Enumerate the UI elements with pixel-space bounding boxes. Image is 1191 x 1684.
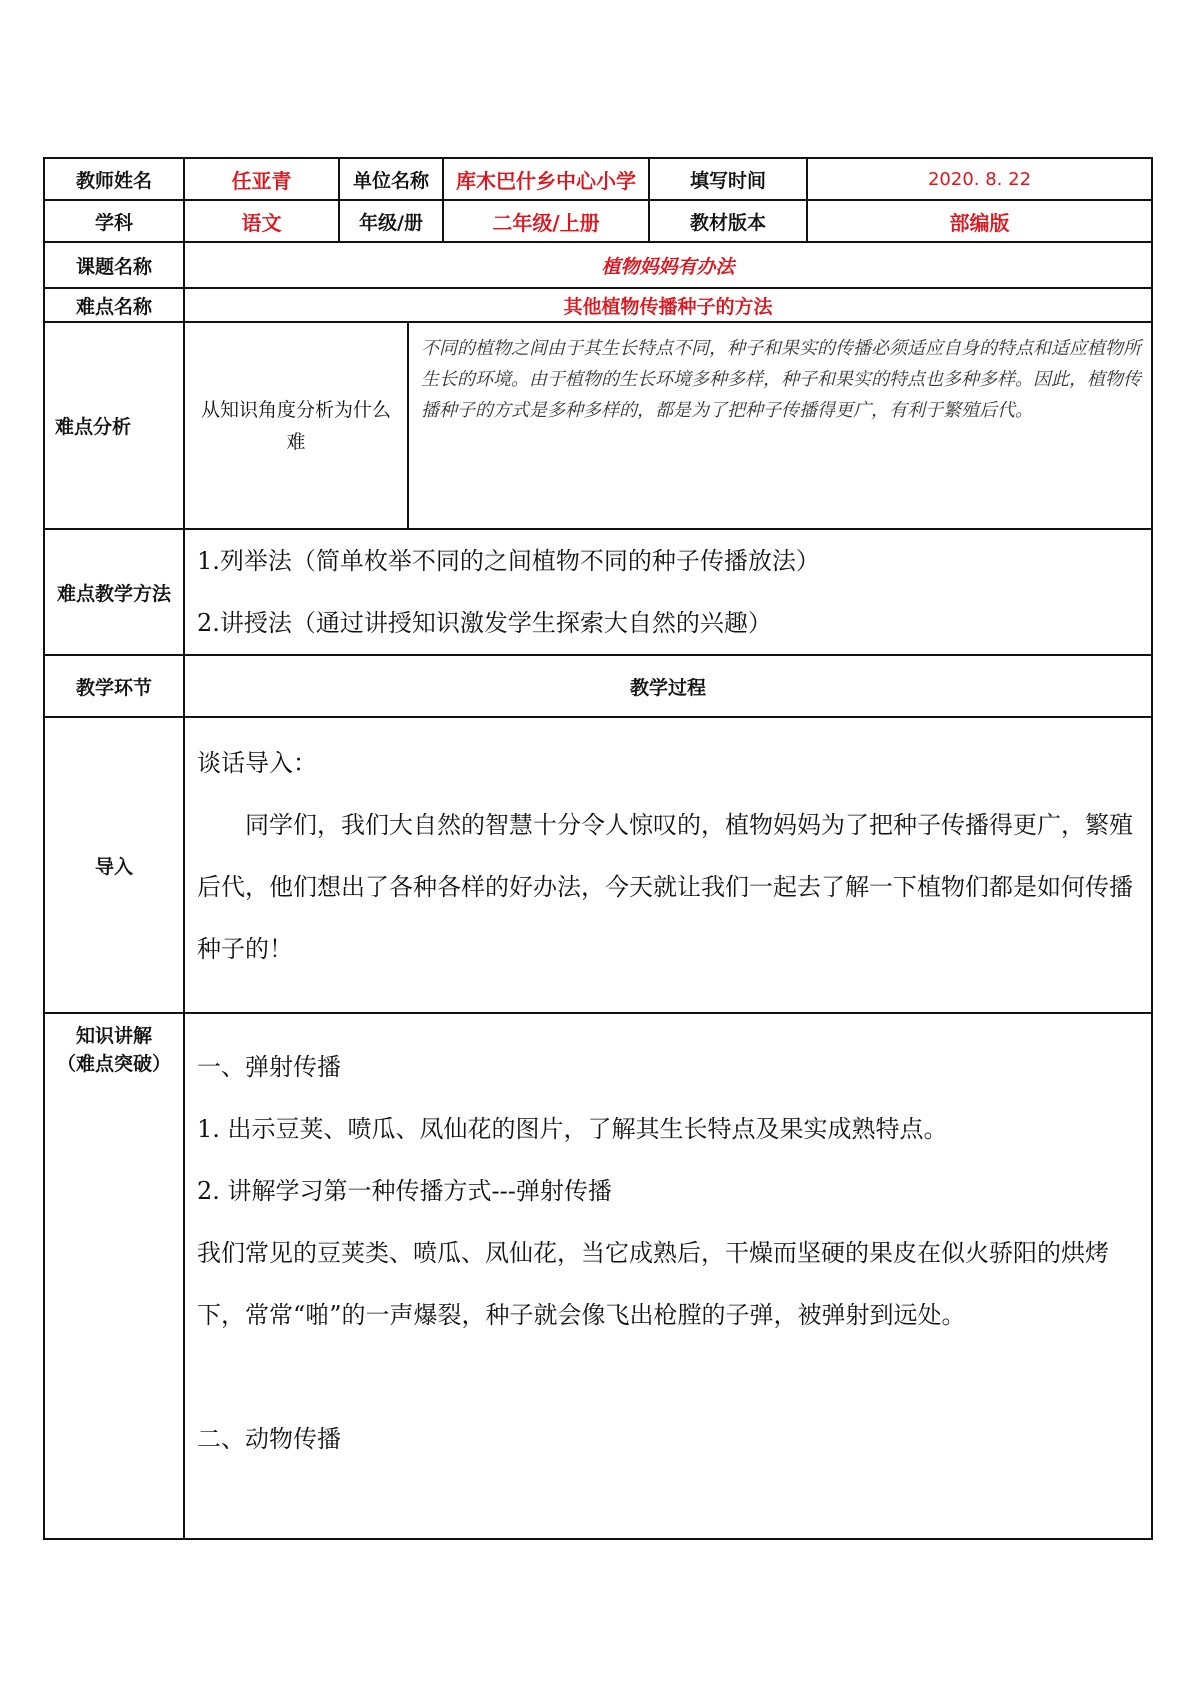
intro-label: 导入 xyxy=(44,717,184,1013)
analysis-text: 不同的植物之间由于其生长特点不同，种子和果实的传播必须适应自身的特点和适应植物所生长的环境。由于植物的生长环境多种多样，种子和果实的特点也多种多样。因此，植物传播种子的方式是多种多样的，都是为了把种子传播得更广，有利于繁殖后代。 xyxy=(421,338,1141,421)
knowledge-line: 一、弹射传播 xyxy=(197,1053,341,1081)
analysis-cell xyxy=(184,322,1152,529)
knowledge-line: 我们常见的豆荚类、喷瓜、凤仙花，当它成熟后，干燥而坚硬的果皮在似火骄阳的烘烤下，常常“啪”的一声爆裂，种子就会像飞出枪膛的子弹，被弹射到远处。 xyxy=(197,1239,1109,1329)
analysis-subtable xyxy=(185,323,1151,528)
edition-value: 部编版 xyxy=(807,200,1152,242)
grade-value: 二年级/上册 xyxy=(443,200,649,242)
method-item: 1.列举法（简单枚举不同的之间植物不同的种子传播放法） xyxy=(197,547,820,575)
topic-label: 课题名称 xyxy=(44,242,184,288)
topic-row xyxy=(44,242,1152,288)
header-row-1 xyxy=(44,158,1152,200)
unit-value: 库木巴什乡中心小学 xyxy=(443,158,649,200)
knowledge-line: 二、动物传播 xyxy=(197,1425,341,1453)
knowledge-label: 知识讲解 xyxy=(75,1025,152,1047)
teacher-label: 教师姓名 xyxy=(44,158,184,200)
knowledge-line xyxy=(197,1346,1139,1408)
difficulty-row xyxy=(44,288,1152,322)
methods-label: 难点教学方法 xyxy=(44,529,184,655)
subject-label: 学科 xyxy=(44,200,184,242)
methods-row xyxy=(44,529,1152,655)
knowledge-label-2: （难点突破） xyxy=(56,1053,171,1075)
knowledge-line: 2. 讲解学习第一种传播方式---弹射传播 xyxy=(197,1177,612,1205)
date-label: 填写时间 xyxy=(649,158,807,200)
analysis-sub-label: 从知识角度分析为什么难 xyxy=(185,323,408,528)
intro-heading: 谈话导入： xyxy=(197,749,317,777)
knowledge-label-cell xyxy=(44,1013,184,1539)
method-item: 2.讲授法（通过讲授知识激发学生探索大自然的兴趣） xyxy=(197,609,772,637)
analysis-row xyxy=(44,322,1152,529)
methods-cell xyxy=(184,529,1152,655)
knowledge-row xyxy=(44,1013,1152,1539)
process-label: 教学过程 xyxy=(184,655,1152,717)
grade-label: 年级/册 xyxy=(339,200,443,242)
knowledge-line: 1. 出示豆荚、喷瓜、凤仙花的图片，了解其生长特点及果实成熟特点。 xyxy=(197,1115,948,1143)
subject-value: 语文 xyxy=(184,200,339,242)
topic-value: 植物妈妈有办法 xyxy=(184,242,1152,288)
process-header-row xyxy=(44,655,1152,717)
unit-label: 单位名称 xyxy=(339,158,443,200)
difficulty-label: 难点名称 xyxy=(44,288,184,322)
teacher-value: 任亚青 xyxy=(184,158,339,200)
intro-row xyxy=(44,717,1152,1013)
step-label: 教学环节 xyxy=(44,655,184,717)
difficulty-value: 其他植物传播种子的方法 xyxy=(184,288,1152,322)
knowledge-cell xyxy=(184,1013,1152,1539)
header-row-2 xyxy=(44,200,1152,242)
analysis-label: 难点分析 xyxy=(44,322,184,529)
date-value: 2020. 8. 22 xyxy=(807,158,1152,200)
intro-cell xyxy=(184,717,1152,1013)
edition-label: 教材版本 xyxy=(649,200,807,242)
intro-text: 同学们，我们大自然的智慧十分令人惊叹的，植物妈妈为了把种子传播得更广，繁殖后代，他们想出了各种各样的好办法，今天就让我们一起去了解一下植物们都是如何传播种子的！ xyxy=(197,811,1133,963)
lesson-plan-table xyxy=(43,157,1153,1540)
